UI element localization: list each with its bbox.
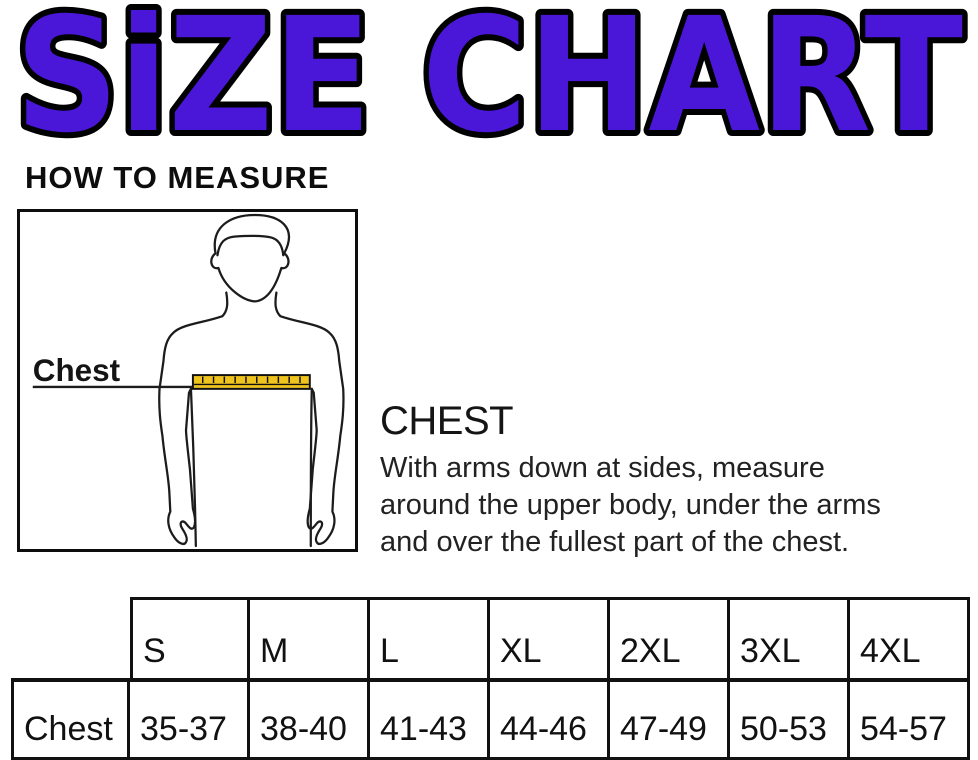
- size-column-header-l: L: [370, 597, 490, 678]
- size-chart-title-art: [0, 0, 978, 158]
- how-to-measure-heading: HOW TO MEASURE: [25, 160, 330, 195]
- chest-value-l: 41-43: [370, 678, 490, 760]
- chest-value-2xl: 47-49: [610, 678, 730, 760]
- chest-value-3xl: 50-53: [730, 678, 850, 760]
- figure-chest-label: Chest: [32, 352, 121, 388]
- size-table-header-row: [130, 597, 970, 678]
- size-column-header-3xl: 3XL: [730, 597, 850, 678]
- chest-instructions-line3: and over the fullest part of the chest.: [380, 526, 850, 558]
- chest-value-m: 38-40: [250, 678, 370, 760]
- chest-instructions: [380, 450, 978, 561]
- measuring-tape-icon: [193, 375, 310, 389]
- torso-illustration: [20, 212, 355, 549]
- chest-instructions-line2: around the upper body, under the arms: [380, 489, 881, 521]
- size-column-header-4xl: 4XL: [850, 597, 970, 678]
- chest-value-xl: 44-46: [490, 678, 610, 760]
- chest-value-s: 35-37: [130, 678, 250, 760]
- size-column-header-xl: XL: [490, 597, 610, 678]
- chest-section-heading: CHEST: [380, 399, 514, 443]
- chest-row-label: Chest: [11, 678, 130, 760]
- size-column-header-2xl: 2XL: [610, 597, 730, 678]
- chest-instructions-line1: With arms down at sides, measure: [380, 452, 825, 484]
- measurement-figure-box: [17, 209, 358, 552]
- size-table-chest-row: [11, 678, 970, 760]
- chest-value-4xl: 54-57: [850, 678, 970, 760]
- size-column-header-s: S: [130, 597, 250, 678]
- size-column-header-m: M: [250, 597, 370, 678]
- page-title: SiZE CHART: [15, 0, 963, 158]
